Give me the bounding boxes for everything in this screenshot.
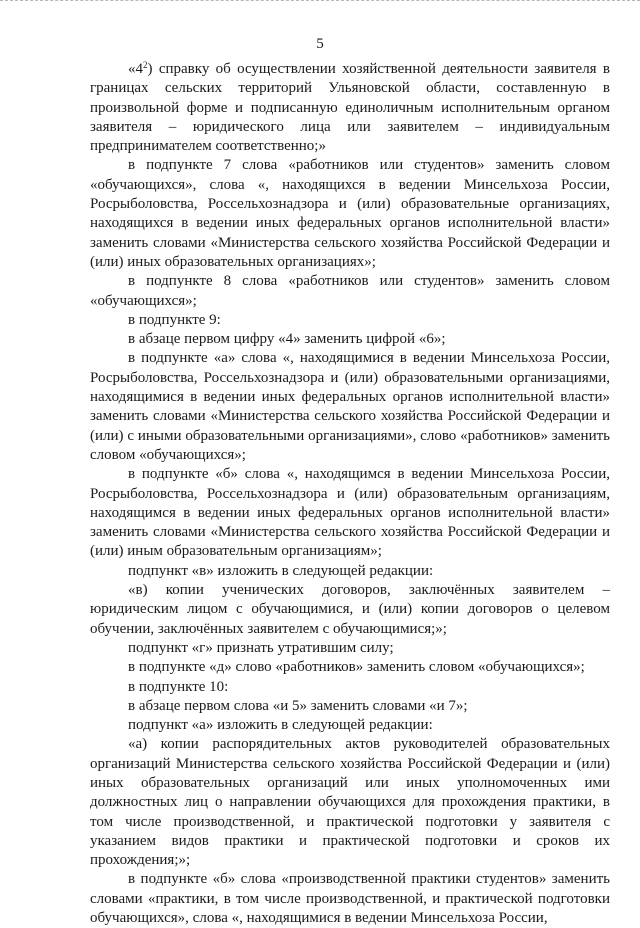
paragraph-9: «в) копии ученических договоров, заключённых заявителем – юридическим лицом с обучающимися, и (или) копии договоров о целевом обучении, заключённых заявителем с обучающимися;»; bbox=[90, 582, 610, 637]
paragraph-2: в подпункте 7 слова «работников или студентов» заменить словом «обучающихся», слова «, находящихся в ведении Минсельхоза России, Росрыболовства, Россельхознадзора и (или) образовательные организациях, находящихся в ведении иных федеральных органов исполнительной власти» заменить словами «Министерства сельского хозяйства Российской Федерации и (или) иных образовательных организациях»; bbox=[90, 157, 610, 270]
paragraph-16: в подпункте «б» слова «производственной практики студентов» заменить словами «практики, в том числе производственной, и практической подготовки обучающихся», слова «, находящимися в ведении Минсельхоза России, bbox=[90, 871, 610, 927]
paragraph-6: в подпункте «а» слова «, находящимися в ведении Минсельхоза России, Росрыболовства, Россельхознадзора и (или) образовательными организациями, находящимися в ведении иных федеральных органов исполнительной власти» заменить словами «Министерства сельского хозяйства Российской Федерации и (или) с иными образовательными организациями», слово «работников» заменить словом «обучающихся»; bbox=[90, 350, 610, 463]
paragraph-3: в подпункте 8 слова «работников или студентов» заменить словом «обучающихся»; bbox=[90, 273, 610, 309]
scan-top-edge bbox=[0, 0, 640, 1]
paragraph-11: в подпункте «д» слово «работников» заменить словом «обучающихся»; bbox=[128, 659, 585, 676]
paragraph-4: в подпункте 9: bbox=[128, 311, 221, 328]
superscript-2: 2 bbox=[143, 60, 148, 70]
document-body bbox=[90, 60, 610, 928]
paragraph-1-open: «4 bbox=[128, 61, 143, 77]
paragraph-7: в подпункте «б» слова «, находящимся в ведении Минсельхоза России, Росрыболовства, Россельхознадзора и (или) образовательным организациям, находящимся в ведении иных федеральных органов исполнительной власти» заменить словами «Министерства сельского хозяйства Российской Федерации и (или) иным образовательным организациям»; bbox=[90, 466, 610, 560]
paragraph-5: в абзаце первом цифру «4» заменить цифрой «6»; bbox=[128, 331, 446, 348]
paragraph-10: подпункт «г» признать утратившим силу; bbox=[128, 639, 394, 656]
paragraph-12: в подпункте 10: bbox=[128, 678, 229, 695]
paragraph-15: «а) копии распорядительных актов руководителей образовательных организаций Министерства сельского хозяйства Российской Федерации и (или) иных образовательных организаций или иных уполномоченных ими должностных лиц о направлении обучающихся для прохождения практики, в том числе производственной, и практической подготовки у заявителя с указанием видов практики и практической подготовки и сроков их прохождения;»; bbox=[90, 736, 610, 869]
paragraph-1 bbox=[90, 60, 610, 156]
paragraph-1-text: ) справку об осуществлении хозяйственной деятельности заявителя в границах сельских территорий Ульяновской области, составленную в произвольной форме и подписанную единоличным исполнительным органом заявителя – юридического лица или заявителем – индивидуальным предпринимателем соответственно;» bbox=[90, 61, 610, 155]
paragraph-13: в абзаце первом слова «и 5» заменить словами «и 7»; bbox=[128, 697, 468, 714]
paragraph-8: подпункт «в» изложить в следующей редакции: bbox=[128, 562, 434, 579]
page-number: 5 bbox=[316, 36, 324, 52]
paragraph-14: подпункт «а» изложить в следующей редакции: bbox=[128, 717, 433, 734]
